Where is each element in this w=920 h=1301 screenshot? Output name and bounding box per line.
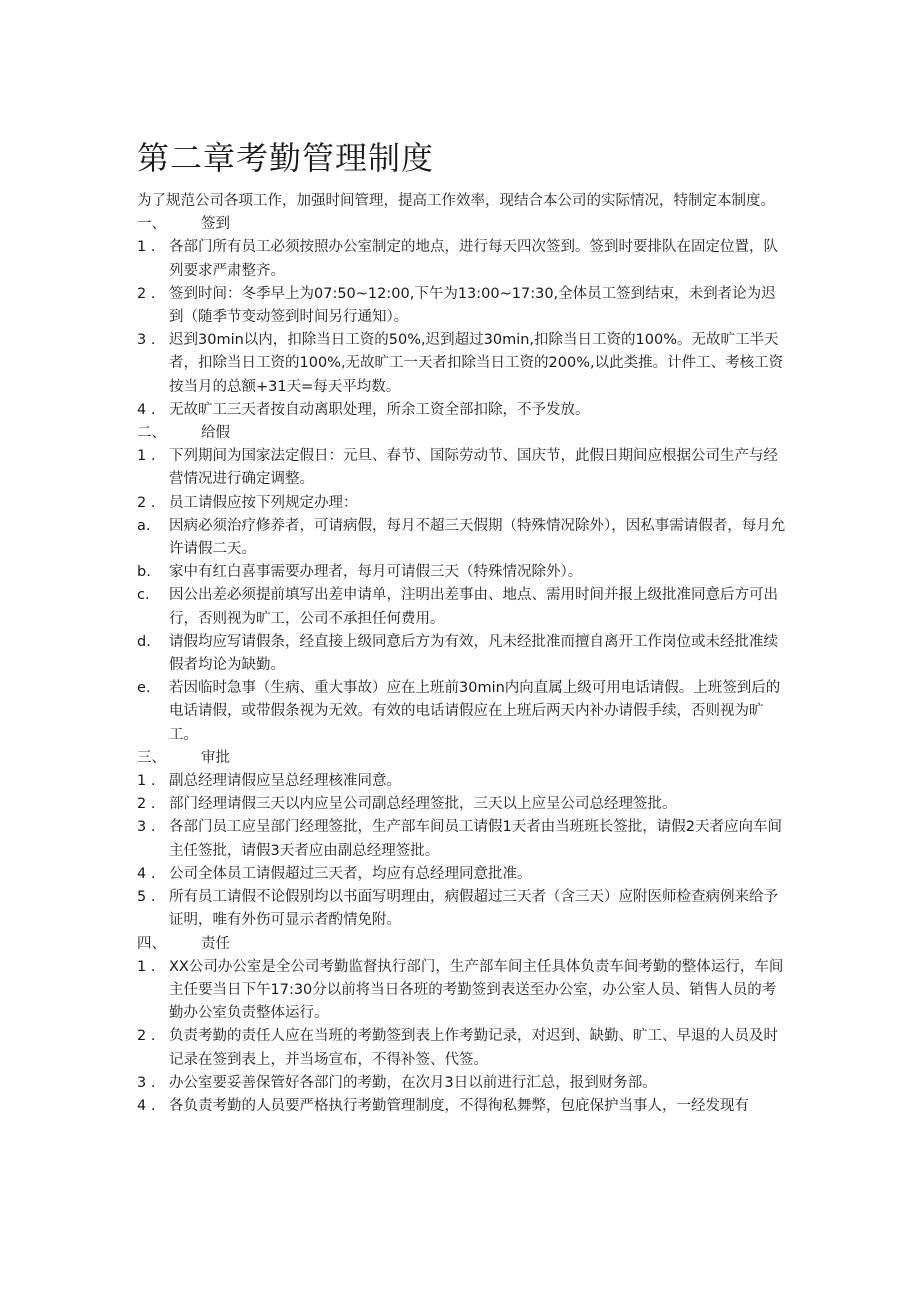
item-marker: a. [137,517,151,534]
item-marker: 2 . [137,796,156,813]
item-text: 各部门员工应呈部门经理签批，生产部车间员工请假1天者由当班班长签批，请假2天者应向车间主任签批，请假3天者应由副总经理签批。 [169,819,782,859]
section-title: 签到 [201,216,230,233]
item-text: 各负责考勤的人员要严格执行考勤管理制度，不得徇私舞弊，包庇保护当事人，一经发现有 [169,1097,749,1114]
list-item [137,956,787,1026]
item-marker: 1 . [137,448,156,465]
list-item [137,445,787,491]
document-body [137,190,787,1118]
item-marker: 1 . [137,958,156,975]
item-marker: c. [137,587,150,604]
section-number: 二、 [137,425,166,442]
list-item [137,399,787,422]
section-heading [137,422,787,445]
item-marker: 4 . [137,865,156,882]
list-item [137,1072,787,1095]
item-text: 若因临时急事（生病、重大事故）应在上班前30min内向直属上级可用电话请假。上班签到后的电话请假，或带假条视为无效。有效的电话请假应在上班后两天内补办请假手续，否则视为旷工。 [169,680,781,743]
list-item [137,561,787,584]
list-item [137,631,787,677]
item-marker: 3 . [137,819,156,836]
list-item [137,1025,787,1071]
section-number: 一、 [137,216,166,233]
list-item [137,816,787,862]
section-title: 责任 [201,935,230,952]
item-text: 请假均应写请假条，经直接上级同意后方为有效，凡未经批准而擅自离开工作岗位或未经批准续假者均论为缺勤。 [169,633,778,674]
item-text: 部门经理请假三天以内应呈公司副总经理签批，三天以上应呈公司总经理签批。 [169,796,677,813]
item-text: 员工请假应按下列规定办理： [169,494,358,511]
item-marker: 2 . [137,285,156,302]
item-text: 公司全体员工请假超过三天者，均应有总经理同意批准。 [169,865,532,882]
list-item [137,492,787,515]
section-title: 给假 [201,425,230,442]
list-item [137,283,787,329]
item-marker: d. [137,633,151,650]
list-item [137,677,787,747]
item-text: 负责考勤的责任人应在当班的考勤签到表上作考勤记录，对迟到、缺勤、旷工、早退的人员及时记录在签到表上，并当场宣布，不得补签、代签。 [169,1028,778,1068]
intro-paragraph: 为了规范公司各项工作，加强时间管理，提高工作效率，现结合本公司的实际情况，特制定本制度。 [137,193,775,209]
section-number: 四、 [137,935,166,952]
list-item [137,863,787,886]
item-marker: 4 . [137,401,156,418]
list-item [137,329,787,399]
item-text: 因公出差必须提前填写出差申请单，注明出差事由、地点、需用时间并报上级批准同意后方可出行，否则视为旷工，公司不承担任何费用。 [169,587,778,627]
item-text: 办公室要妥善保管好各部门的考勤，在次月3日以前进行汇总，报到财务部。 [169,1074,657,1091]
item-marker: 3 . [137,1074,156,1091]
item-text: 各部门所有员工必须按照办公室制定的地点，进行每天四次签到。签到时要排队在固定位置，队列要求严肃整齐。 [169,239,778,279]
section-heading [137,747,787,770]
section-heading [137,213,787,236]
item-marker: 1 . [137,239,156,256]
item-text: 无故旷工三天者按自动离职处理，所余工资全部扣除，不予发放。 [169,401,590,418]
list-item [137,1095,787,1118]
list-item [137,584,787,630]
list-item [137,770,787,793]
item-marker: 1 . [137,773,156,790]
list-item [137,886,787,932]
list-item [137,236,787,282]
section-number: 三、 [137,749,166,766]
item-text: 所有员工请假不论假别均以书面写明理由，病假超过三天者（含三天）应附医师检查病例来给予证明，唯有外伤可显示者酌情免附。 [169,889,778,929]
list-item [137,793,787,816]
item-marker: 3 . [137,332,156,349]
section-heading [137,933,787,956]
item-text: 签到时间：冬季早上为07:50~12:00,下午为13:00~17:30,全体员工签到结束，未到者论为迟到（随季节变动签到时间另行通知）。 [169,285,776,326]
list-item [137,515,787,561]
item-text: 家中有红白喜事需要办理者，每月可请假三天（特殊情况除外）。 [169,564,583,581]
item-text: 下列期间为国家法定假日：元旦、春节、国际劳动节、国庆节，此假日期间应根据公司生产与经营情况进行确定调整。 [169,448,778,488]
item-marker: 5 . [137,889,156,906]
item-marker: 2 . [137,1028,156,1045]
item-marker: 4 . [137,1097,156,1114]
page-title: 第二章考勤管理制度 [137,139,435,178]
item-text: XX公司办公室是全公司考勤监督执行部门，生产部车间主任具体负责车间考勤的整体运行，车间主任要当日下午17:30分以前将当日各班的考勤签到表送至办公室，办公室人员、销售人员的考勤办公室负责整体运行。 [169,958,784,1022]
item-marker: 2 . [137,494,156,511]
section-title: 审批 [201,749,230,766]
item-text: 因病必须治疗修养者，可请病假，每月不超三天假期（特殊情况除外），因私事需请假者，每月允许请假二天。 [169,517,786,558]
item-text: 副总经理请假应呈总经理核准同意。 [169,773,401,790]
item-marker: b. [137,564,151,581]
item-text: 迟到30min以内，扣除当日工资的50%,迟到超过30min,扣除当日工资的100%。无故旷工半天者，扣除当日工资的100%,无故旷工一天者扣除当日工资的200%,以此类推。计件工、考核工资按当月的总额+31天=每天平均数。 [169,332,784,395]
item-marker: e. [137,680,151,697]
